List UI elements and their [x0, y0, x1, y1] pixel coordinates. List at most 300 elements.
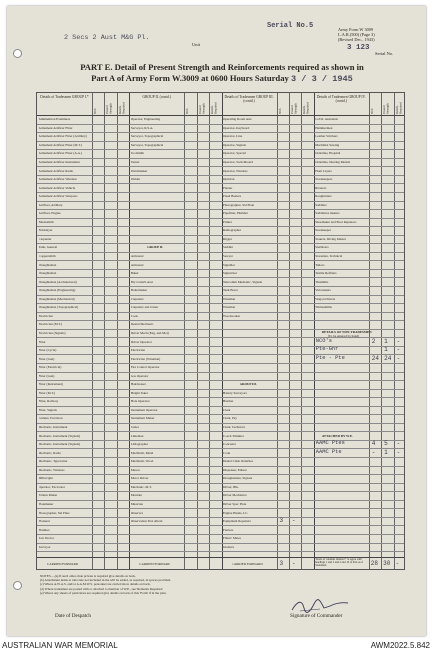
attached-reinfs: -	[396, 448, 401, 456]
table-row-label: Dispenser, Edison	[223, 467, 247, 472]
non-tradesmen-title: DETAILS OF NON-TRADESMEN	[321, 329, 372, 334]
form-reference	[338, 27, 420, 42]
totals-reinfs: -	[395, 560, 400, 567]
table-row-label: Grinder, Precision	[38, 416, 63, 421]
row-line	[37, 132, 404, 133]
row-line	[37, 440, 404, 441]
row-line	[37, 183, 404, 184]
row-line	[37, 260, 404, 261]
table-row-label: Observer	[130, 510, 143, 515]
table-row-label: Driver, Blk.	[223, 484, 239, 489]
table-row-label: Coppersmith	[38, 254, 56, 258]
table-row-label: Dental Mechanic	[130, 322, 154, 327]
column-group-header: Details of Tradesmen GROUP I.*	[40, 95, 89, 99]
attached-label: AAMC Pte	[315, 448, 342, 455]
row-line	[37, 397, 404, 398]
row-line	[37, 363, 404, 364]
table-row-label: Butcher	[223, 399, 234, 404]
row-line	[37, 218, 404, 219]
non-tradesmen-label: NCO's	[315, 337, 332, 344]
row-line	[37, 166, 404, 167]
carried-forward-group3-posted: -	[291, 560, 296, 567]
table-row-label: GROUP III.	[239, 382, 257, 387]
column-header: Posted Strength	[289, 103, 298, 114]
form-ref-line: L.A.R.(500) (Page 3)	[338, 32, 375, 37]
table-row-label: Sawyer	[223, 254, 233, 258]
row-line	[37, 235, 404, 236]
table-row-label: Storekeepers	[315, 177, 333, 182]
row-line	[37, 534, 404, 535]
table-row-label: Printer	[223, 219, 232, 224]
attached-we: -	[371, 448, 376, 456]
title-line-2	[62, 73, 382, 85]
row-line	[37, 457, 404, 458]
table-row-label: Plumber	[38, 527, 50, 532]
table-row-label: Toolsmith	[130, 151, 145, 156]
row-line	[37, 414, 404, 415]
table-row-label: Stokers, Diving Master	[315, 236, 346, 241]
table-row-label: Ammunition Examiners	[38, 117, 71, 122]
table-row-label: Electrician (M.T.)	[38, 322, 63, 327]
table-row-label: Motor Driver	[130, 476, 149, 481]
table-row-label: Armament Artificer Fitter (M.T.)	[38, 142, 82, 147]
table-row-label: Carpenter	[38, 236, 52, 241]
table-row-label: Surveyor, R.S.A.	[130, 125, 154, 130]
table-row-label: Saddletree makers	[315, 211, 340, 216]
row-line	[37, 508, 404, 509]
non-tradesmen-label: Pte-Gnr	[315, 346, 339, 353]
table-row-label: Driver Mech (Eng, and Mot)	[130, 330, 169, 335]
table-row-label: Operator, Signals	[223, 142, 246, 147]
table-row-label: Storekeeper	[315, 228, 331, 233]
carried-forward-label: CARRIED FORWARD	[47, 562, 79, 566]
header-divider	[37, 115, 404, 116]
column-group-header: Details of Tradesmen GROUP III. (contd.)	[224, 95, 274, 104]
carried-forward-label: CARRIED FORWARD	[231, 562, 263, 566]
column-header: W.E.	[369, 107, 374, 114]
carried-forward-group3-we: 3	[279, 560, 284, 567]
row-line	[37, 141, 404, 142]
table-row-label: Mechanic, Radio	[38, 450, 62, 455]
row-line	[37, 158, 404, 159]
column-line	[277, 93, 278, 569]
table-row-label: Fitter (Instrument)	[38, 382, 63, 387]
row-line	[37, 201, 404, 202]
table-row-label: Saw Doctor	[38, 536, 55, 541]
attached-posted: 5	[384, 440, 388, 448]
block-divider	[314, 93, 315, 569]
form-ref-line: (Revised Dec., 1943)	[338, 37, 375, 42]
table-row-label: Baker	[130, 271, 139, 276]
unit-typed: 2 Secs 2 Aust M&G Pl.	[64, 34, 150, 42]
punch-hole-bottom	[13, 581, 22, 590]
table-row-label: Sterilizers	[315, 245, 329, 250]
table-row-label: Cook	[223, 450, 231, 455]
column-header: Reinfs Required	[394, 102, 403, 114]
table-row-label: Instrument Maker	[130, 416, 155, 421]
table-row-label: Draughtsman (Topographical)	[38, 305, 79, 310]
table-row-label: Artificer, Engine	[38, 211, 61, 216]
table-row-label: Tailors	[315, 262, 325, 267]
row-line	[37, 149, 404, 150]
row-line	[37, 226, 404, 227]
note-line: (b) Attachment items at ratio/rate not included in the will be added, as required, in spaces provided.	[40, 578, 172, 583]
table-row-label: Orderlies, Hospital	[315, 151, 341, 156]
table-row-label: Orderlies, Nursing Mental	[315, 159, 350, 164]
table-row-label: Fire Control Operator	[130, 365, 160, 370]
row-line	[37, 312, 404, 313]
table-row-label: Surveyor, Topographical	[130, 142, 164, 147]
non-tradesmen-reinfs: -	[396, 337, 401, 345]
table-row-label: Welder	[130, 177, 141, 182]
table-row-label: Photographer, Std Plate	[223, 202, 255, 207]
table-row-label: Electrician	[130, 348, 146, 353]
non-tradesmen-posted: 24	[384, 354, 392, 362]
table-row-label: Instrument Operator	[130, 407, 158, 412]
table-row-label: Saddler	[223, 245, 234, 250]
column-group-header: Details of Tradesmen GROUP IV. (contd.)	[316, 95, 366, 104]
table-row-label: Armament Artificer Fitter (A.A.)	[38, 151, 82, 156]
table-row-label: Armament Artificer Wireless	[38, 177, 77, 182]
table-row-label: Battery Surveyors	[223, 390, 247, 395]
table-row-label: Operator, Special	[223, 151, 246, 156]
note-line: NOTES.—(a) If such other, than private is required give details on back.	[40, 574, 136, 578]
column-line	[184, 93, 185, 569]
table-row-label: Draughtsman (Mechanical)	[38, 296, 75, 301]
table-row-label: Woodworker	[223, 313, 241, 318]
title-date: 3 / 3 / 1945	[290, 74, 353, 84]
table-row-label: G.P.O. Assistants	[315, 117, 338, 122]
table-row-label: Joiner	[130, 425, 139, 429]
table-row-label: Wireman	[223, 296, 236, 301]
note-line: (e) Where any sheets of particulars are required give details on back of this 'Form' if in the plan.	[40, 590, 167, 595]
part-e-title	[62, 62, 382, 85]
row-line	[37, 303, 404, 304]
table-row-label: Fitter, Signals	[38, 407, 57, 412]
table-row-label: Lithographer	[130, 442, 148, 447]
table-row-label: Carpenter	[130, 296, 144, 301]
row-line	[37, 124, 404, 125]
table-row-label: Mechanic, Instrument (Signals)	[38, 433, 81, 438]
table-row-label: Saddlers	[315, 202, 327, 207]
column-line	[381, 93, 382, 569]
non-tradesmen-we: 24	[371, 354, 379, 362]
table-row-label: Armament Artificer Radio	[38, 168, 74, 173]
table-row-label: Electrician (Wireman)	[130, 356, 161, 361]
table-row-label: Armament Artificer Fitter	[38, 125, 73, 130]
row-line	[37, 423, 404, 424]
non-tradesmen-we: 2	[371, 337, 376, 345]
table-row-label: Armament Artificer Vehicle	[38, 185, 76, 190]
column-header: Reinfs Required	[210, 102, 218, 114]
table-row-label: Fitter (Gun)	[38, 356, 55, 361]
totals-we: 28	[370, 560, 378, 567]
table-row-label: Turner	[130, 159, 140, 164]
row-line	[37, 543, 404, 544]
table-row-label: Driver Mechanics	[223, 493, 247, 498]
table-row-label: Mason	[130, 467, 140, 472]
table-row-label: Driver Spec Plate	[223, 501, 247, 506]
commander-signature-label: Signature of Commander	[290, 613, 343, 619]
table-row-label: Armourer	[130, 262, 144, 267]
non-tradesmen-label: Pte - Pte	[315, 354, 345, 361]
row-line	[37, 551, 404, 552]
column-header: Posted Strength	[197, 103, 206, 114]
row-line	[37, 286, 404, 287]
commander-signature	[290, 598, 350, 614]
table-row-label: Bricklayer	[38, 228, 53, 233]
table-row-label: Draughtsman (Engineering)	[38, 288, 76, 293]
column-line	[117, 93, 118, 569]
attached-posted: 1	[384, 448, 388, 456]
table-row-label: Gas Operator	[130, 373, 149, 378]
non-tradesmen-posted: 1	[384, 346, 388, 354]
table-row-label: Concreter	[223, 442, 236, 447]
table-row-label: Mechanic, Wireless	[38, 467, 65, 472]
totals-note: Totals of columns marked * to agree with headings 1 and 2 and 2 and 10 of Part A of Statement	[315, 558, 363, 568]
table-row-label: Pattern Maker	[38, 493, 58, 498]
row-line	[37, 389, 404, 390]
table-row-label: Driver Operator	[130, 339, 152, 344]
table-row-label: GROUP II.	[147, 245, 164, 250]
table-row-label: Electrician	[38, 313, 53, 318]
column-line	[301, 93, 302, 569]
row-line	[37, 175, 404, 176]
row-line	[37, 500, 404, 501]
note-line: (c) Where A.W.A.S. and/or A.A.M.W.S. personnel are carried show details on back.	[40, 582, 151, 587]
table-row-label: Wagon Drivers	[315, 296, 336, 301]
table-row-label: Clerk, Technical	[223, 425, 245, 429]
row-line	[37, 209, 404, 210]
punch-hole-top	[13, 49, 22, 58]
table-row-label: Armament Artificer Fitter (Artillery)	[38, 134, 87, 139]
row-line	[37, 466, 404, 467]
row-line	[37, 192, 404, 193]
table-row-label: Filters' Mates	[223, 536, 241, 541]
table-row-label: Carpenter and Joiner	[130, 305, 159, 310]
row-line	[37, 243, 404, 244]
table-row-label: Equipment Repairers	[223, 519, 251, 524]
row-line	[37, 354, 404, 355]
column-line	[104, 93, 105, 569]
table-row-label: Fitter (Gun)	[38, 373, 55, 378]
footer-accession: AWM2022.5.842	[370, 641, 430, 650]
table-row-label: Telecomm Mechanic, Signals	[223, 279, 263, 284]
table-row-label: Signaller	[223, 262, 235, 267]
table-row-label: Painter	[223, 185, 233, 190]
column-line	[289, 93, 290, 569]
column-header: Posted Strength	[382, 103, 390, 114]
table-row-label: Draughtsman, Signals	[223, 476, 253, 481]
table-row-label: Millwright	[38, 476, 53, 481]
row-line	[37, 295, 404, 296]
table-row-label: Operator, Excavator	[38, 484, 66, 489]
table-row-label: Optician	[223, 177, 235, 182]
table-row-label: Observation Post Altern	[130, 519, 163, 524]
column-header: Reinfs Required	[117, 102, 126, 114]
table-row-label: Rigger	[223, 236, 232, 241]
table-row-label: Farriers	[223, 527, 234, 532]
table-row-label: Armament Artificer Weapons	[38, 194, 78, 199]
table-row-label: Storemen, Technical	[315, 254, 343, 258]
column-line	[197, 93, 198, 569]
table-row-label: Riveters	[315, 185, 327, 190]
row-line	[37, 448, 404, 449]
table-row-label: Photographer, Std Plate	[38, 510, 70, 515]
table-row-label: Musician	[130, 501, 144, 506]
row-line	[37, 525, 404, 526]
table-row-label: Signwriter	[223, 271, 237, 276]
table-row-label: Operator, Switchboard	[223, 159, 253, 164]
table-row-label: Armament Artificer Instrument	[38, 159, 80, 164]
block-divider	[222, 93, 223, 569]
column-header: Reinfs Required	[302, 102, 310, 114]
table-row-label: Fitter (Electrical)	[38, 365, 62, 370]
table-row-label: Clerk, Pay	[223, 416, 237, 421]
row-line	[37, 346, 404, 347]
form-ref-line: Army Form W 3009	[338, 27, 374, 32]
column-line	[92, 93, 93, 569]
table-row-label: Mechanic, M.T.	[130, 484, 152, 489]
table-row-label: Radiographer	[223, 228, 241, 233]
row-line	[37, 380, 404, 381]
totals-posted: 30	[383, 560, 391, 567]
row-line	[37, 517, 404, 518]
table-row-label: Dental Clerk Orderlies	[223, 459, 254, 464]
table-row-label: Operator, Engineering	[130, 117, 161, 122]
footer-institution: AUSTRALIAN WAR MEMORIAL	[2, 641, 118, 650]
non-tradesmen-reinfs: -	[396, 346, 401, 354]
table-row-label: Roughriders	[315, 194, 332, 199]
column-header: W.E.	[277, 107, 282, 114]
row-line	[37, 491, 404, 492]
row-line	[37, 269, 404, 270]
table-row-label: Glaziers	[223, 544, 234, 549]
table-row-label: Tinsmiths	[315, 279, 329, 284]
table-row-label: Cook	[130, 313, 138, 318]
attached-title: ATTACHED BY W.E.	[321, 433, 353, 438]
table-row-label: Shoemaker and Boot Repairers	[315, 219, 357, 224]
table-row-label: Armourer	[130, 254, 144, 258]
table-row-label: Hole Operator	[130, 399, 150, 404]
column-group-header: GROUP II. (contd.)	[142, 95, 171, 99]
attached-we: 4	[371, 440, 376, 448]
serial-number-label: Serial No.	[375, 51, 394, 56]
table-row-label: Operating Room Asst	[223, 117, 252, 122]
table-row-label: Machinist, Metal	[130, 450, 154, 455]
table-row-label: Operator, Keyboard	[223, 125, 250, 130]
table-row-label: Fitter	[38, 339, 46, 344]
row-line	[37, 277, 404, 278]
row-line	[37, 252, 404, 253]
title-line-2-prefix: Part A of Army Form W.3009 at 0600 Hours Saturday	[91, 73, 289, 83]
table-row-label: Limeman	[130, 433, 144, 438]
attached-reinfs: -	[396, 440, 401, 448]
table-row-label: Artificer, Artillery	[38, 202, 63, 207]
group3-posted-value: -	[291, 517, 296, 525]
table-row-label: Moulder	[130, 493, 143, 498]
table-row-label: Panel Beaters	[223, 194, 242, 199]
non-tradesmen-subtitle: (To be entered by hand)	[327, 333, 360, 338]
table-row-label: Fitter, Railway	[38, 399, 59, 404]
table-row-label: Hairdresser	[130, 382, 146, 387]
table-row-label: Fitter (M.T.)	[38, 390, 56, 395]
army-form-sheet	[7, 6, 426, 636]
serial-number-typed: Serial No.5	[267, 22, 314, 30]
notes-block	[40, 574, 380, 595]
non-tradesmen-posted: 1	[384, 337, 388, 345]
table-row-label: Fitter (Cycle)	[38, 348, 57, 353]
column-line	[394, 93, 395, 569]
note-line: (d) Where tradesmen are posted with or attached to mention of W.E., see 'Remarks Required'.	[40, 586, 164, 591]
table-row-label: Height Taker	[130, 390, 148, 395]
row-line	[37, 320, 404, 321]
table-row-label: Surveyor, Topographical	[130, 134, 164, 139]
date-of-despatch-label: Date of Despatch	[55, 613, 92, 619]
column-header: Posted Strength	[105, 103, 113, 114]
table-row-label: Electrician (Signals)	[38, 330, 66, 335]
table-row-label: Operator, Line	[223, 134, 243, 139]
table-row-label: Vulcanizers	[315, 288, 331, 293]
attached-label: AAMC Ptes	[315, 440, 345, 447]
unit-label: Unit	[192, 42, 201, 47]
table-row-label: Tank Borer	[223, 288, 238, 293]
table-row-label: Pipefitter, Plumber	[223, 211, 248, 216]
table-row-label: Coach Trimmer	[223, 433, 244, 438]
group3-we-value: 3	[279, 517, 284, 525]
table-row-label: Clerk	[223, 407, 231, 412]
table-row-label: Tank, General	[38, 245, 58, 250]
table-row-label: Engine Hands, I.C.	[223, 510, 249, 515]
table-row-label: Boilermaker	[130, 288, 148, 293]
column-header: W.E.	[93, 107, 97, 114]
non-tradesmen-reinfs: -	[396, 354, 401, 362]
table-row-label: Whitesmiths	[315, 305, 332, 310]
row-line	[37, 406, 404, 407]
table-row-label: Textile Refitters	[315, 271, 337, 276]
table-row-label: Mechanic, Instrument (Signals)	[38, 442, 81, 447]
table-row-label: Plasterer	[38, 519, 51, 524]
table-row-label: Machinist, Wood	[130, 459, 154, 464]
row-line	[37, 474, 404, 475]
table-row-label: Blacksmith	[38, 219, 54, 224]
table-row-label: Hammermen	[315, 125, 333, 130]
table-row-label: Surveyor	[38, 544, 51, 549]
table-row-label: Mechanic, Instrument	[38, 425, 68, 429]
table-row-label: Watchmaker	[130, 168, 148, 173]
row-line	[37, 431, 404, 432]
carried-forward-label: CARRIED FORWARD	[139, 562, 171, 566]
table-row-label: Mechanic, Typewriter	[38, 459, 68, 464]
table-row-label: Machinist Sewing	[315, 142, 340, 147]
table-row-label: Wireman	[223, 305, 236, 310]
table-row-label: Operator, Wireless	[223, 168, 248, 173]
row-line	[37, 483, 404, 484]
table-row-label: Platemaker	[38, 501, 54, 506]
table-row-label: Leather Stitchers	[315, 134, 338, 139]
title-line-1: PART E. Detail of Present Strength and Reinforcements required as shown in	[80, 62, 364, 72]
serial-number-handwritten: 3 123	[347, 44, 370, 52]
column-header: W.E.	[185, 107, 190, 114]
table-row-label: Bty Comd's Asst	[130, 279, 153, 284]
column-line	[209, 93, 210, 569]
strength-table	[36, 92, 405, 570]
table-row-label: Draughtsman	[38, 262, 57, 267]
table-row-label: Plant Layers	[315, 168, 332, 173]
row-line	[37, 372, 404, 373]
table-row-label: Draughtsman (Architectural)	[38, 279, 77, 284]
table-row-label: Draughtsman	[38, 271, 57, 276]
